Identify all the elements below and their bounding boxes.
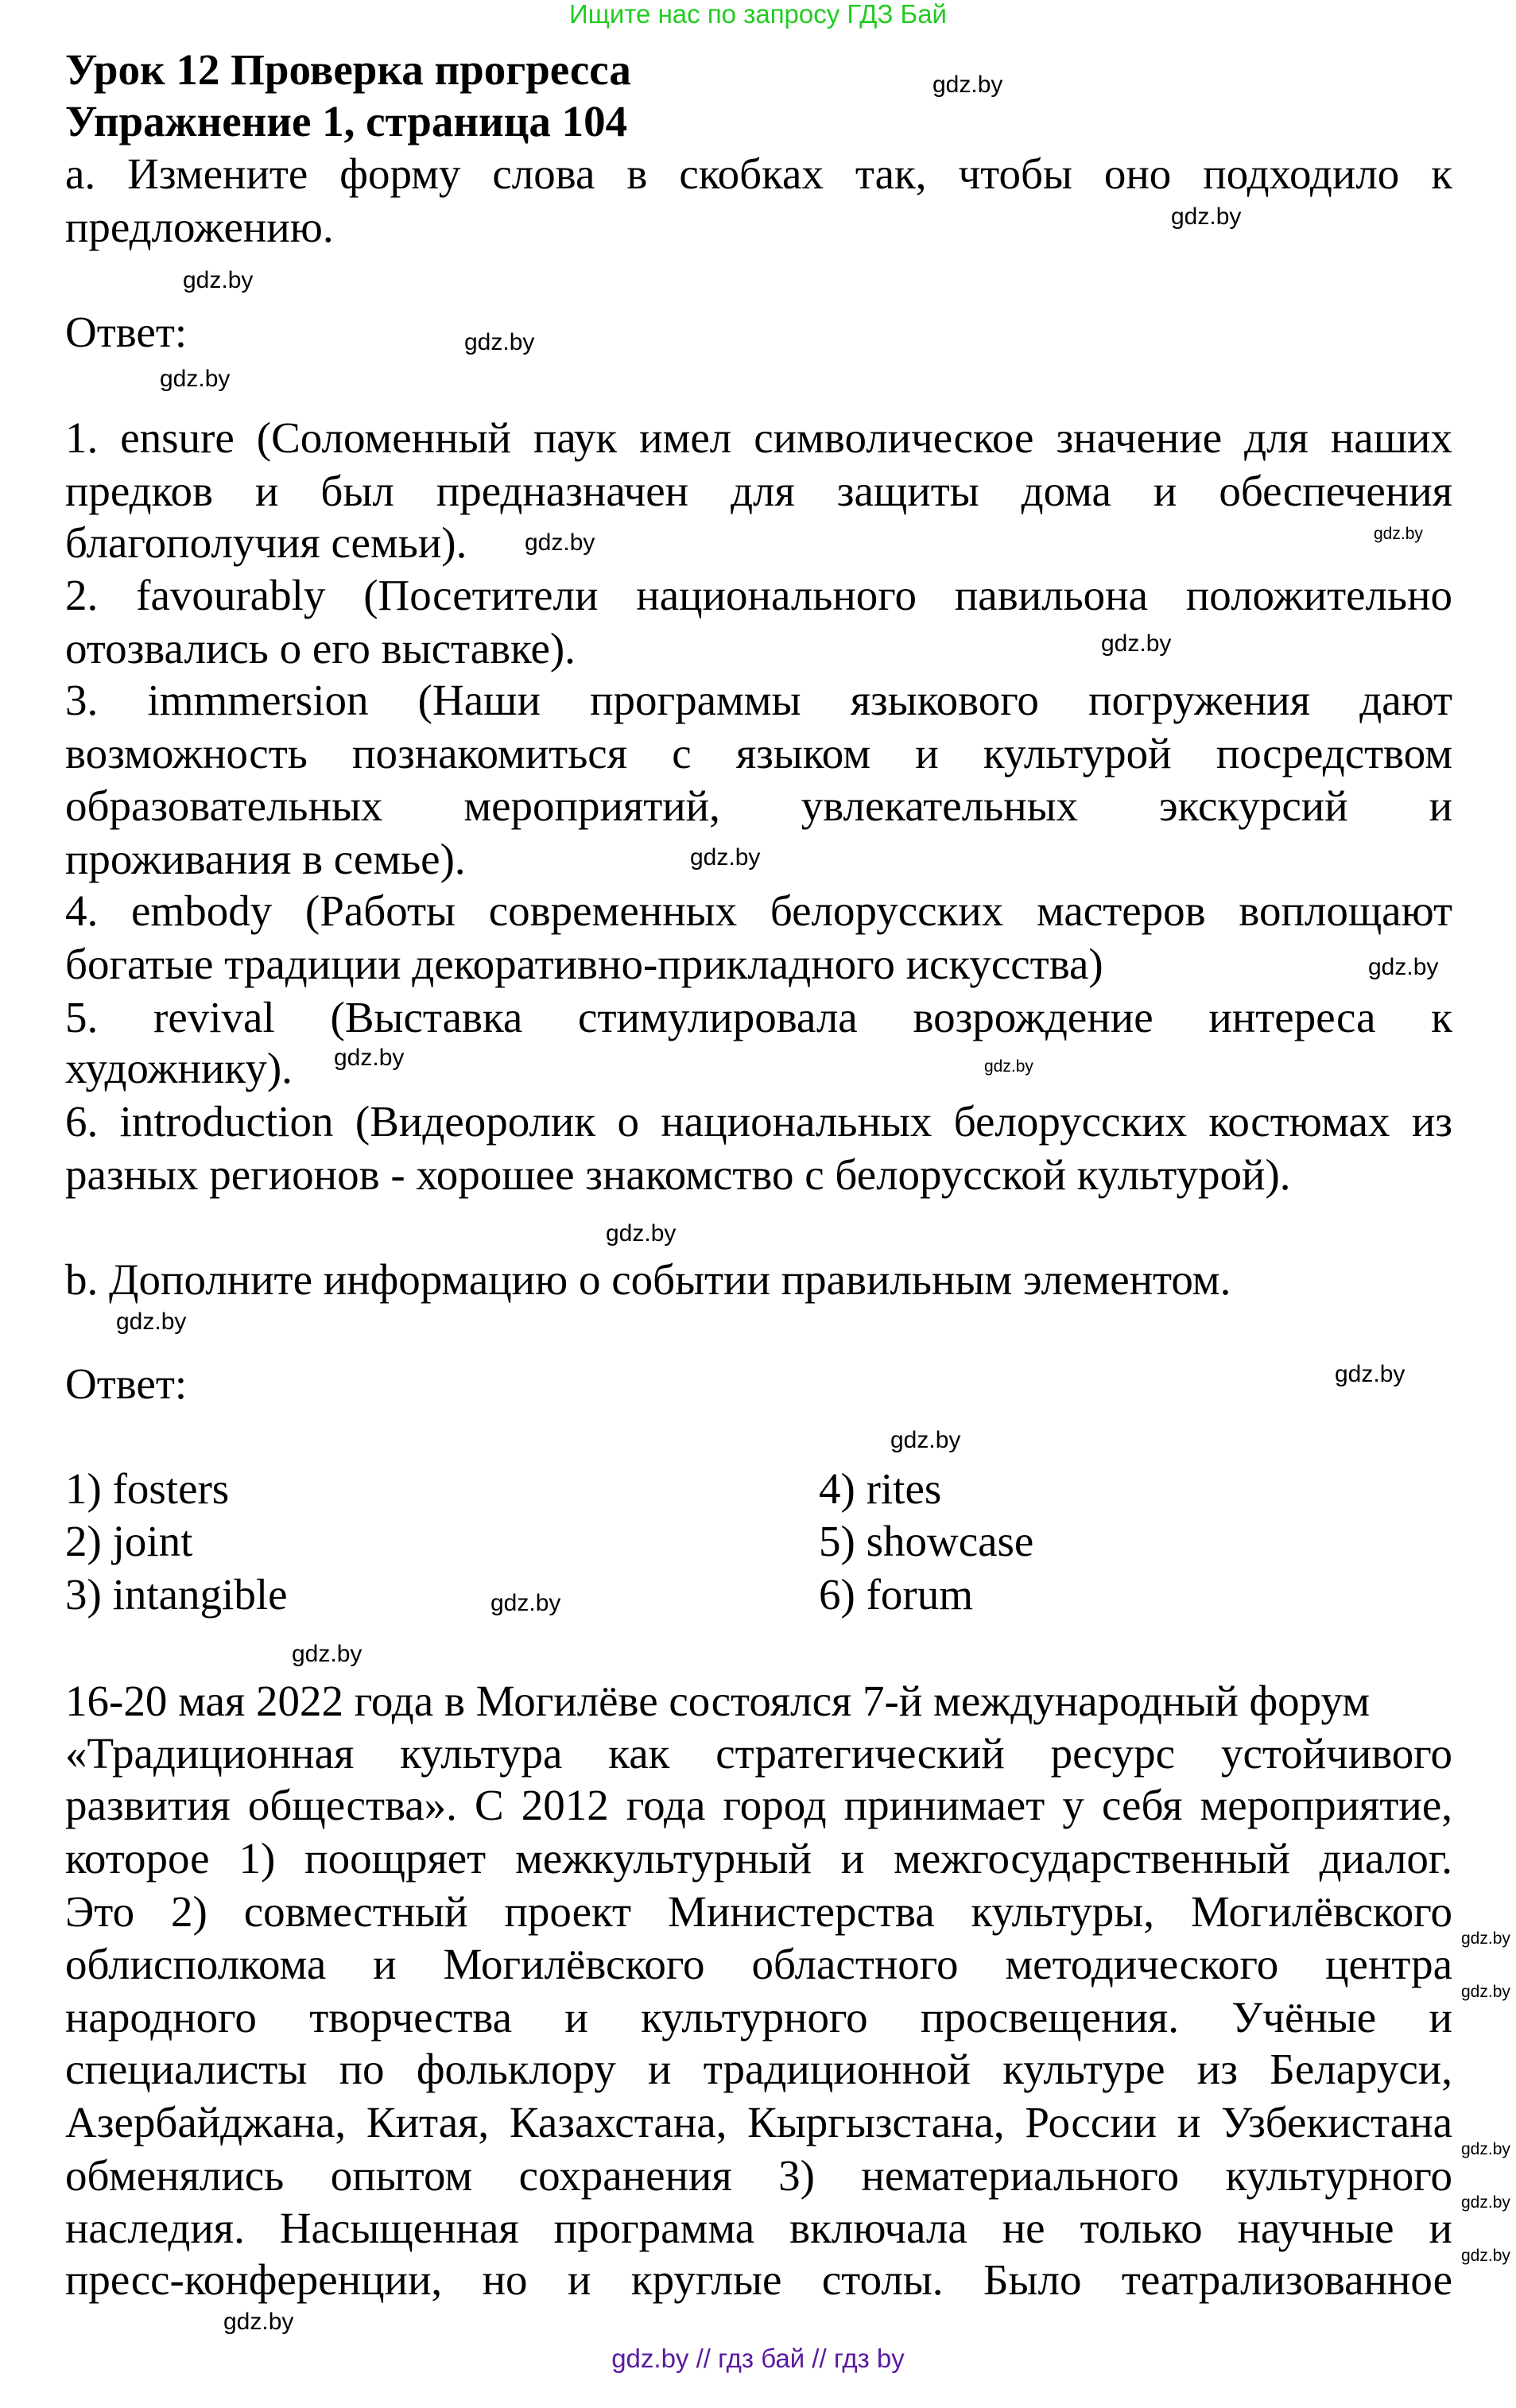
- answer-label: Ответ:: [65, 1359, 188, 1408]
- watermark: gdz.by: [1335, 1361, 1405, 1387]
- text-b-line: специалисты по фольклору и традиционной культуре из Беларуси,: [65, 2045, 1452, 2093]
- answer-line: 1. ensure (Соломенный паук имел символическое значение для наших: [65, 413, 1452, 462]
- text-b-line: пресс-конференции, но и круглые столы. Было театрализованное: [65, 2255, 1452, 2304]
- text-b-line: развития общества». С 2012 года город принимает у себя мероприятие,: [65, 1781, 1452, 1829]
- answer-line: 5. revival (Выставка стимулировала возрождение интереса к: [65, 993, 1452, 1041]
- answer-line: художнику).: [65, 1044, 293, 1092]
- answer-line: благополучия семьи).: [65, 518, 467, 567]
- answer-b-item: 4) rites: [819, 1464, 942, 1513]
- answer-b-item: 3) intangible: [65, 1570, 288, 1619]
- watermark: gdz.by: [292, 1641, 363, 1667]
- text-b-line: наследия. Насыщенная программа включала не только научные и: [65, 2204, 1452, 2252]
- watermark: gdz.by: [183, 267, 254, 293]
- answer-line: образовательных мероприятий, увлекательных экскурсий и: [65, 781, 1452, 830]
- watermark: gdz.by: [1461, 2193, 1510, 2212]
- answer-line: отозвались о его выставке).: [65, 624, 576, 673]
- search-banner: Ищите нас по запросу ГДЗ Бай: [569, 0, 947, 29]
- watermark: gdz.by: [690, 844, 761, 871]
- exercise-title: Упражнение 1, страница 104: [65, 97, 628, 145]
- task-a-line: предложению.: [65, 203, 334, 251]
- watermark: gdz.by: [334, 1045, 405, 1071]
- text-b-line: «Традиционная культура как стратегический ресурс устойчивого: [65, 1729, 1452, 1778]
- answer-b-item: 5) showcase: [819, 1517, 1034, 1565]
- text-b-line: Азербайджана, Китая, Казахстана, Кыргызстана, России и Узбекистана: [65, 2098, 1452, 2146]
- footer-links: gdz.by // гдз бай // гдз by: [611, 2344, 905, 2373]
- watermark: gdz.by: [223, 2309, 294, 2335]
- answer-b-item: 2) joint: [65, 1517, 193, 1565]
- watermark: gdz.by: [1101, 630, 1172, 657]
- task-a-line: a. Измените форму слова в скобках так, чтобы оно подходило к: [65, 149, 1452, 198]
- answer-line: разных регионов - хорошее знакомство с белорусской культурой).: [65, 1150, 1291, 1199]
- watermark: gdz.by: [116, 1309, 187, 1335]
- watermark: gdz.by: [1171, 204, 1242, 230]
- answer-line: проживания в семье).: [65, 835, 466, 883]
- text-b-line: которое 1) поощряет межкультурный и межгосударственный диалог.: [65, 1834, 1452, 1883]
- watermark: gdz.by: [606, 1220, 677, 1247]
- watermark: gdz.by: [160, 366, 231, 392]
- lesson-title: Урок 12 Проверка прогресса: [65, 45, 631, 94]
- watermark: gdz.by: [464, 329, 535, 355]
- watermark: gdz.by: [932, 72, 1003, 98]
- watermark: gdz.by: [1461, 2247, 1510, 2265]
- text-b-line: облисполкома и Могилёвского областного методического центра: [65, 1940, 1452, 1988]
- answer-line: 6. introduction (Видеоролик о национальных белорусских костюмах из: [65, 1097, 1452, 1146]
- answer-b-item: 6) forum: [819, 1570, 973, 1619]
- watermark: gdz.by: [525, 529, 595, 556]
- watermark: gdz.by: [1461, 2140, 1510, 2158]
- text-b-line: обменялись опытом сохранения 3) нематериального культурного: [65, 2151, 1452, 2200]
- answer-line: богатые традиции декоративно-прикладного искусства): [65, 940, 1103, 988]
- watermark: gdz.by: [1368, 954, 1439, 980]
- watermark: gdz.by: [1461, 1983, 1510, 2001]
- watermark: gdz.by: [490, 1590, 561, 1616]
- watermark: gdz.by: [984, 1057, 1033, 1076]
- text-b-line: народного творчества и культурного просвещения. Учёные и: [65, 1993, 1452, 2042]
- text-b-line: Это 2) совместный проект Министерства культуры, Могилёвского: [65, 1887, 1452, 1936]
- watermark: gdz.by: [1461, 1929, 1510, 1948]
- watermark: gdz.by: [890, 1427, 961, 1453]
- task-b-heading: b. Дополните информацию о событии правильным элементом.: [65, 1255, 1231, 1304]
- answer-line: 2. favourably (Посетители национального павильона положительно: [65, 571, 1452, 619]
- answer-line: предков и был предназначен для защиты дома и обеспечения: [65, 467, 1452, 515]
- answer-label: Ответ:: [65, 308, 188, 356]
- answer-line: 4. embody (Работы современных белорусских мастеров воплощают: [65, 886, 1452, 935]
- watermark: gdz.by: [1374, 525, 1423, 543]
- answer-line: возможность познакомиться с языком и культурой посредством: [65, 729, 1452, 777]
- text-b-line: 16-20 мая 2022 года в Могилёве состоялся 7-й международный форум: [65, 1677, 1371, 1725]
- answer-line: 3. immmersion (Наши программы языкового погружения дают: [65, 676, 1452, 724]
- answer-b-item: 1) fosters: [65, 1464, 230, 1513]
